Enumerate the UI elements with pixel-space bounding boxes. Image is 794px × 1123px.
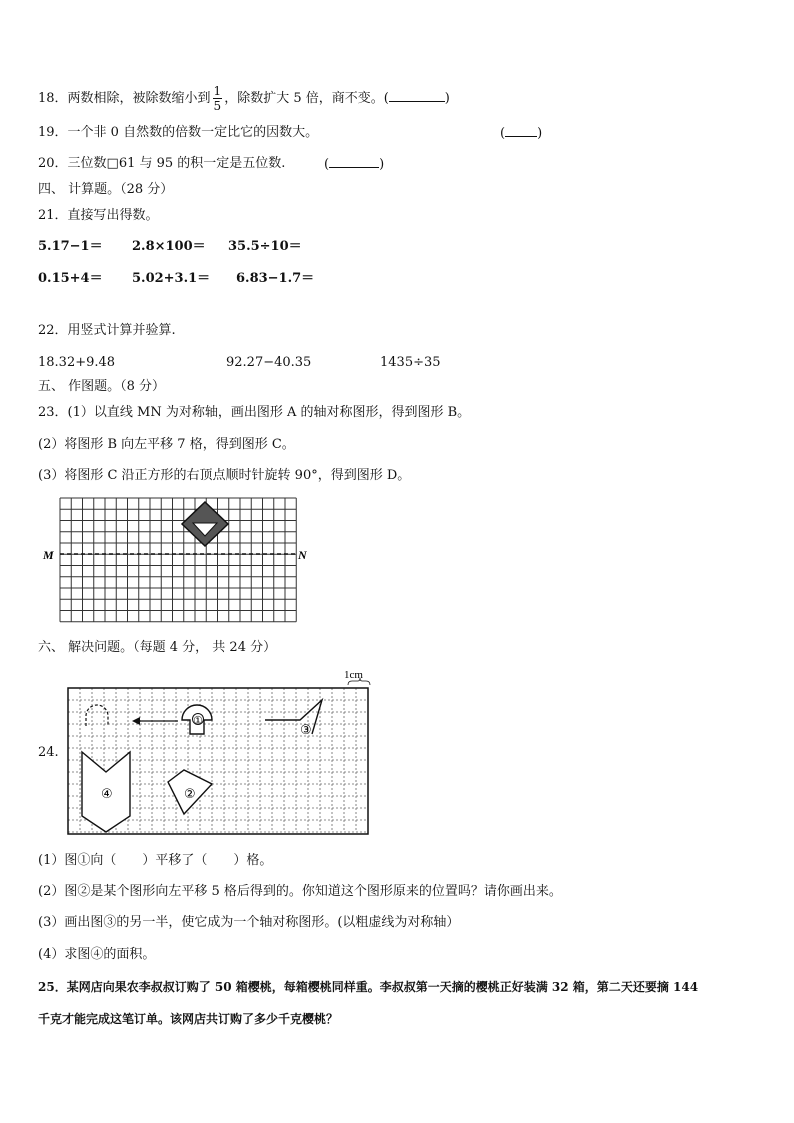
calc-item: 2.8×100＝ [132, 239, 206, 254]
section-6-heading: 六、 解决问题。（每题 4 分， 共 24 分） [38, 640, 277, 655]
vertical-calc-item: 1435÷35 [380, 355, 441, 370]
question-19: 19．一个非 0 自然数的倍数一定比它的因数大。 [38, 125, 319, 140]
question-24-label: 24. [38, 745, 59, 760]
dashed-arch-shape [86, 705, 108, 726]
calc-item: 6.83−1.7＝ [236, 271, 315, 286]
fraction-one-fifth: $\frac{1}{5}$ [213, 84, 222, 113]
calc-item: 5.17−1＝ [38, 239, 103, 254]
question-25-line-2: 千克才能完成这笔订单。该网店共订购了多少千克樱桃？ [38, 1012, 339, 1026]
answer-blank[interactable] [505, 124, 537, 137]
question-24-part-1: (1）图①向（ ）平移了（ ）格。 [38, 853, 273, 868]
calc-item: 0.15+4＝ [38, 271, 103, 286]
question-21: 21．直接写出得数。 [38, 208, 159, 223]
question-19-answer: ( ) [500, 126, 543, 141]
calc-item: 5.02+3.1＝ [132, 271, 211, 286]
figure-1-label: ① [193, 714, 203, 727]
section-5-heading: 五、 作图题。（8 分） [38, 379, 166, 394]
section-4-heading: 四、 计算题。（28 分） [38, 182, 174, 197]
question-18: 18．两数相除，被除数缩小到 $\frac{1}{5}$ ，除数扩大 5 倍，商不变。( ) [38, 84, 450, 113]
vertical-calc-item: 92.27−40.35 [226, 355, 312, 370]
calc-item: 35.5÷10＝ [228, 239, 302, 254]
question-18-text: 18．两数相除，被除数缩小到 [38, 91, 211, 106]
scale-label: 1cm [344, 669, 363, 681]
answer-blank[interactable] [329, 155, 379, 168]
vertical-calc-item: 18.32+9.48 [38, 355, 116, 370]
answer-blank[interactable] [389, 89, 445, 102]
figure-3-label: ③ [300, 723, 312, 738]
question-24-part-4: (4）求图④的面积。 [38, 947, 156, 962]
symmetry-grid [40, 492, 310, 634]
translation-grid [60, 664, 380, 840]
question-23-part-1: 23．(1）以直线 MN 为对称轴，画出图形 A 的轴对称图形，得到图形 B。 [38, 405, 471, 420]
axis-label-m: M [43, 548, 54, 562]
question-20: 20．三位数□61 与 95 的积一定是五位数. [38, 156, 286, 171]
question-23-part-2: (2）将图形 B 向左平移 7 格，得到图形 C。 [38, 437, 295, 452]
figure-3-half-shape [265, 700, 322, 734]
question-24-part-3: (3）画出图③的另一半，使它成为一个轴对称图形。(以粗虚线为对称轴） [38, 915, 460, 930]
question-23-part-3: (3）将图形 C 沿正方形的右顶点顺时针旋转 90°，得到图形 D。 [38, 468, 411, 483]
figure-4-label: ④ [101, 787, 113, 802]
question-20-answer: ( ) [324, 157, 385, 172]
axis-label-n: N [298, 548, 307, 562]
question-24-part-2: (2）图②是某个图形向左平移 5 格后得到的。你知道这个图形原来的位置吗？请你画出来。 [38, 884, 562, 899]
question-25-line-1: 25．某网店向果农李叔叔订购了 50 箱樱桃，每箱樱桃同样重。李叔叔第一天摘的樱桃正好装满 32 箱，第二天还要摘 144 [38, 980, 699, 994]
question-22: 22．用竖式计算并验算. [38, 323, 176, 338]
figure-2-label: ② [184, 787, 196, 802]
